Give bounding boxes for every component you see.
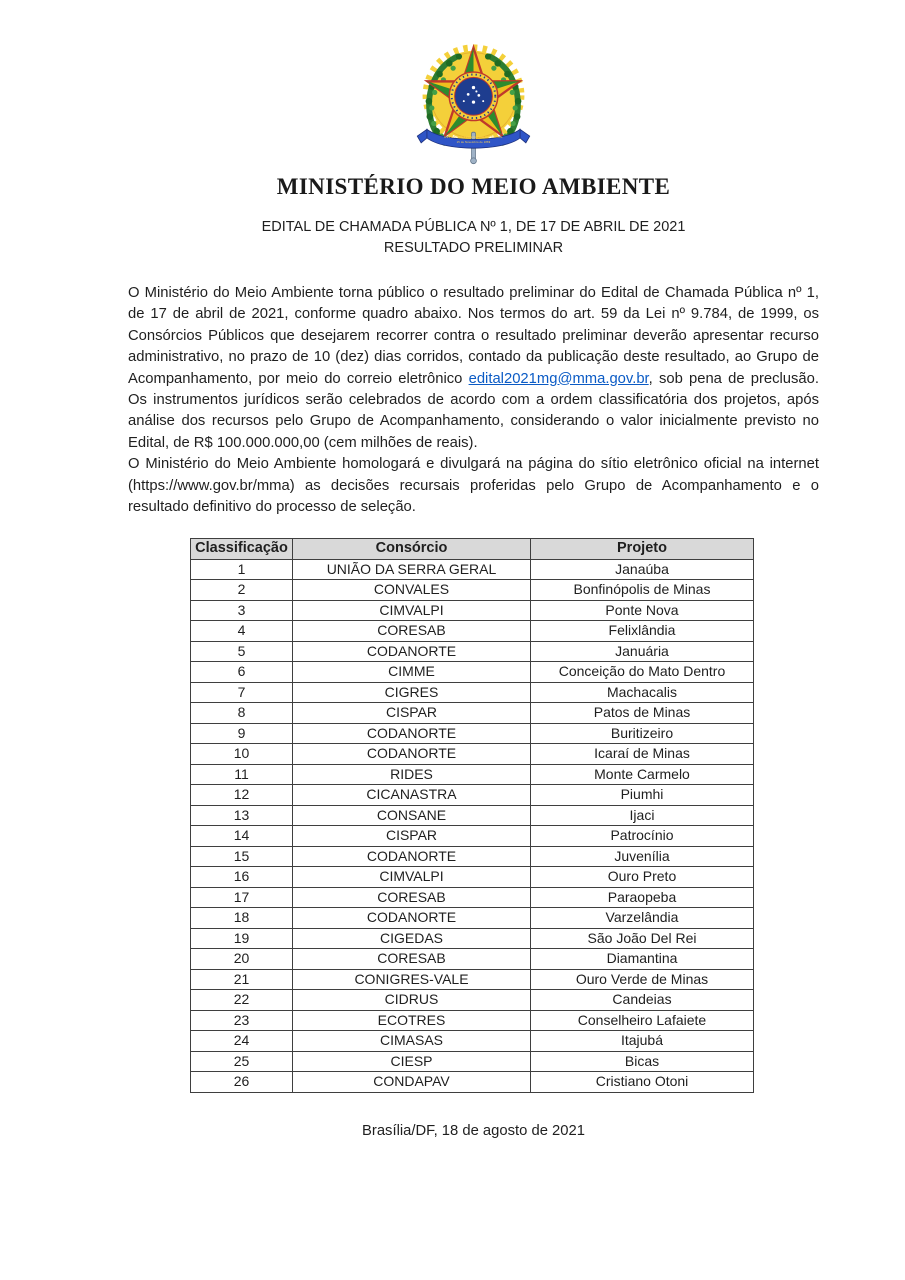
table-row bbox=[191, 928, 754, 949]
cell-classificacao: 16 bbox=[191, 867, 293, 888]
header-classificacao: Classificação bbox=[191, 539, 293, 560]
table-row bbox=[191, 662, 754, 683]
results-table bbox=[190, 538, 754, 1093]
cell-classificacao: 6 bbox=[191, 662, 293, 683]
table-row bbox=[191, 1010, 754, 1031]
cell-projeto: Bonfinópolis de Minas bbox=[531, 580, 754, 601]
cell-classificacao: 22 bbox=[191, 990, 293, 1011]
cell-consorcio: CIMME bbox=[293, 662, 531, 683]
cell-consorcio: CISPAR bbox=[293, 826, 531, 847]
cell-projeto: Candeias bbox=[531, 990, 754, 1011]
cell-consorcio: UNIÃO DA SERRA GERAL bbox=[293, 559, 531, 580]
cell-projeto: Piumhi bbox=[531, 785, 754, 806]
cell-projeto: Felixlândia bbox=[531, 621, 754, 642]
table-row bbox=[191, 744, 754, 765]
cell-projeto: Patos de Minas bbox=[531, 703, 754, 724]
cell-classificacao: 19 bbox=[191, 928, 293, 949]
cell-classificacao: 23 bbox=[191, 1010, 293, 1031]
cell-consorcio: CIGRES bbox=[293, 682, 531, 703]
cell-classificacao: 15 bbox=[191, 846, 293, 867]
cell-consorcio: CODANORTE bbox=[293, 846, 531, 867]
cell-consorcio: CIESP bbox=[293, 1051, 531, 1072]
cell-projeto: Juvenília bbox=[531, 846, 754, 867]
table-row bbox=[191, 682, 754, 703]
cell-consorcio: CIDRUS bbox=[293, 990, 531, 1011]
table-header-row bbox=[191, 539, 754, 560]
cell-projeto: Varzelândia bbox=[531, 908, 754, 929]
table-row bbox=[191, 805, 754, 826]
cell-projeto: Monte Carmelo bbox=[531, 764, 754, 785]
cell-consorcio: CORESAB bbox=[293, 621, 531, 642]
table-row bbox=[191, 887, 754, 908]
document-body bbox=[128, 283, 819, 518]
cell-projeto: Bicas bbox=[531, 1051, 754, 1072]
footer-date: Brasília/DF, 18 de agosto de 2021 bbox=[362, 1122, 585, 1139]
cell-classificacao: 12 bbox=[191, 785, 293, 806]
cell-consorcio: CODANORTE bbox=[293, 908, 531, 929]
table-row bbox=[191, 580, 754, 601]
cell-projeto: Buritizeiro bbox=[531, 723, 754, 744]
cell-consorcio: CORESAB bbox=[293, 949, 531, 970]
table-row bbox=[191, 908, 754, 929]
cell-projeto: Paraopeba bbox=[531, 887, 754, 908]
table-row bbox=[191, 600, 754, 621]
cell-consorcio: CONIGRES-VALE bbox=[293, 969, 531, 990]
edital-line: EDITAL DE CHAMADA PÚBLICA Nº 1, DE 17 DE ABRIL DE 2021 bbox=[261, 219, 686, 235]
table-row bbox=[191, 949, 754, 970]
cell-projeto: Icaraí de Minas bbox=[531, 744, 754, 765]
cell-projeto: Conselheiro Lafaiete bbox=[531, 1010, 754, 1031]
cell-classificacao: 18 bbox=[191, 908, 293, 929]
table-row bbox=[191, 703, 754, 724]
edital-subtitle bbox=[128, 217, 819, 259]
ribbon-text-line2: 15 de Novembro de 1889 bbox=[456, 140, 491, 144]
cell-consorcio: CORESAB bbox=[293, 887, 531, 908]
table-row bbox=[191, 846, 754, 867]
cell-projeto: Ijaci bbox=[531, 805, 754, 826]
table-row bbox=[191, 621, 754, 642]
cell-classificacao: 7 bbox=[191, 682, 293, 703]
table-row bbox=[191, 867, 754, 888]
ribbon-text-line1: REPÚBLICA FEDERATIVA DO BRASIL bbox=[444, 135, 503, 140]
header-consorcio: Consórcio bbox=[293, 539, 531, 560]
cell-classificacao: 3 bbox=[191, 600, 293, 621]
cell-projeto: Machacalis bbox=[531, 682, 754, 703]
cell-projeto: Januária bbox=[531, 641, 754, 662]
cell-projeto: Conceição do Mato Dentro bbox=[531, 662, 754, 683]
cell-consorcio: CIGEDAS bbox=[293, 928, 531, 949]
results-table-body bbox=[191, 559, 754, 1092]
cell-consorcio: RIDES bbox=[293, 764, 531, 785]
cell-projeto: São João Del Rei bbox=[531, 928, 754, 949]
cell-classificacao: 25 bbox=[191, 1051, 293, 1072]
cell-consorcio: CISPAR bbox=[293, 703, 531, 724]
table-row bbox=[191, 969, 754, 990]
table-row bbox=[191, 785, 754, 806]
cell-projeto: Ouro Verde de Minas bbox=[531, 969, 754, 990]
table-row bbox=[191, 1051, 754, 1072]
cell-classificacao: 4 bbox=[191, 621, 293, 642]
cell-classificacao: 10 bbox=[191, 744, 293, 765]
table-row bbox=[191, 1031, 754, 1052]
table-row bbox=[191, 764, 754, 785]
cell-projeto: Itajubá bbox=[531, 1031, 754, 1052]
cell-consorcio: CIMASAS bbox=[293, 1031, 531, 1052]
cell-projeto: Diamantina bbox=[531, 949, 754, 970]
cell-consorcio: CICANASTRA bbox=[293, 785, 531, 806]
cell-projeto: Ouro Preto bbox=[531, 867, 754, 888]
cell-classificacao: 9 bbox=[191, 723, 293, 744]
paragraph-2: O Ministério do Meio Ambiente homologará e divulgará na página do sítio eletrônico oficial na internet (https://www.gov.br/mma) as decisões recursais proferidas pelo Grupo de Acompanhamento e o resultado definitivo do processo de seleção. bbox=[128, 456, 819, 516]
email-link[interactable]: edital2021mg@mma.gov.br bbox=[468, 370, 649, 387]
cell-projeto: Patrocínio bbox=[531, 826, 754, 847]
cell-consorcio: CIMVALPI bbox=[293, 867, 531, 888]
cell-classificacao: 20 bbox=[191, 949, 293, 970]
document-content bbox=[128, 42, 819, 1139]
table-row bbox=[191, 641, 754, 662]
cell-classificacao: 14 bbox=[191, 826, 293, 847]
paragraph-1 bbox=[128, 283, 819, 454]
cell-classificacao: 5 bbox=[191, 641, 293, 662]
cell-consorcio: CONDAPAV bbox=[293, 1072, 531, 1093]
cell-projeto: Cristiano Otoni bbox=[531, 1072, 754, 1093]
southern-cross-disc bbox=[449, 72, 497, 120]
paragraph-1-text-after: , sob pena de preclusão. Os instrumentos jurídicos serão celebrados de acordo com a ordem classificatória dos projetos, após análise dos recursos pelo Grupo de Acompanhamento, considerando o valor inicialmente previsto no Edital, de R$ 100.000.000,00 (cem milhões de reais). bbox=[128, 370, 819, 451]
paragraph-1-text-before: O Ministério do Meio Ambiente torna público o resultado preliminar do Edital de Chamada Pública nº 1, de 17 de abril de 2021, conforme quadro abaixo. Nos termos do art. 59 da Lei nº 9.784, de 1999, os Consórcios Públicos que desejarem recorrer contra o resultado preliminar deverão apresentar recurso administrativo, no prazo de 10 (dez) dias corridos, contado da publicação deste resultado, ao Grupo de Acompanhamento, por meio do correio eletrônico bbox=[128, 285, 819, 387]
cell-projeto: Ponte Nova bbox=[531, 600, 754, 621]
cell-classificacao: 26 bbox=[191, 1072, 293, 1093]
cell-classificacao: 11 bbox=[191, 764, 293, 785]
cell-classificacao: 13 bbox=[191, 805, 293, 826]
cell-consorcio: CODANORTE bbox=[293, 723, 531, 744]
cell-consorcio: ECOTRES bbox=[293, 1010, 531, 1031]
cell-consorcio: CONSANE bbox=[293, 805, 531, 826]
cell-classificacao: 24 bbox=[191, 1031, 293, 1052]
cell-projeto: Janaúba bbox=[531, 559, 754, 580]
header-projeto: Projeto bbox=[531, 539, 754, 560]
table-row bbox=[191, 559, 754, 580]
table-row bbox=[191, 826, 754, 847]
cell-classificacao: 1 bbox=[191, 559, 293, 580]
cell-consorcio: CODANORTE bbox=[293, 641, 531, 662]
cell-classificacao: 8 bbox=[191, 703, 293, 724]
brazil-coat-of-arms-icon bbox=[415, 42, 532, 170]
cell-classificacao: 21 bbox=[191, 969, 293, 990]
table-row bbox=[191, 1072, 754, 1093]
table-row bbox=[191, 723, 754, 744]
cell-classificacao: 2 bbox=[191, 580, 293, 601]
cell-consorcio: CODANORTE bbox=[293, 744, 531, 765]
ministry-title: MINISTÉRIO DO MEIO AMBIENTE bbox=[276, 174, 671, 199]
cell-consorcio: CIMVALPI bbox=[293, 600, 531, 621]
result-line: RESULTADO PRELIMINAR bbox=[383, 240, 564, 256]
cell-classificacao: 17 bbox=[191, 887, 293, 908]
table-row bbox=[191, 990, 754, 1011]
cell-consorcio: CONVALES bbox=[293, 580, 531, 601]
